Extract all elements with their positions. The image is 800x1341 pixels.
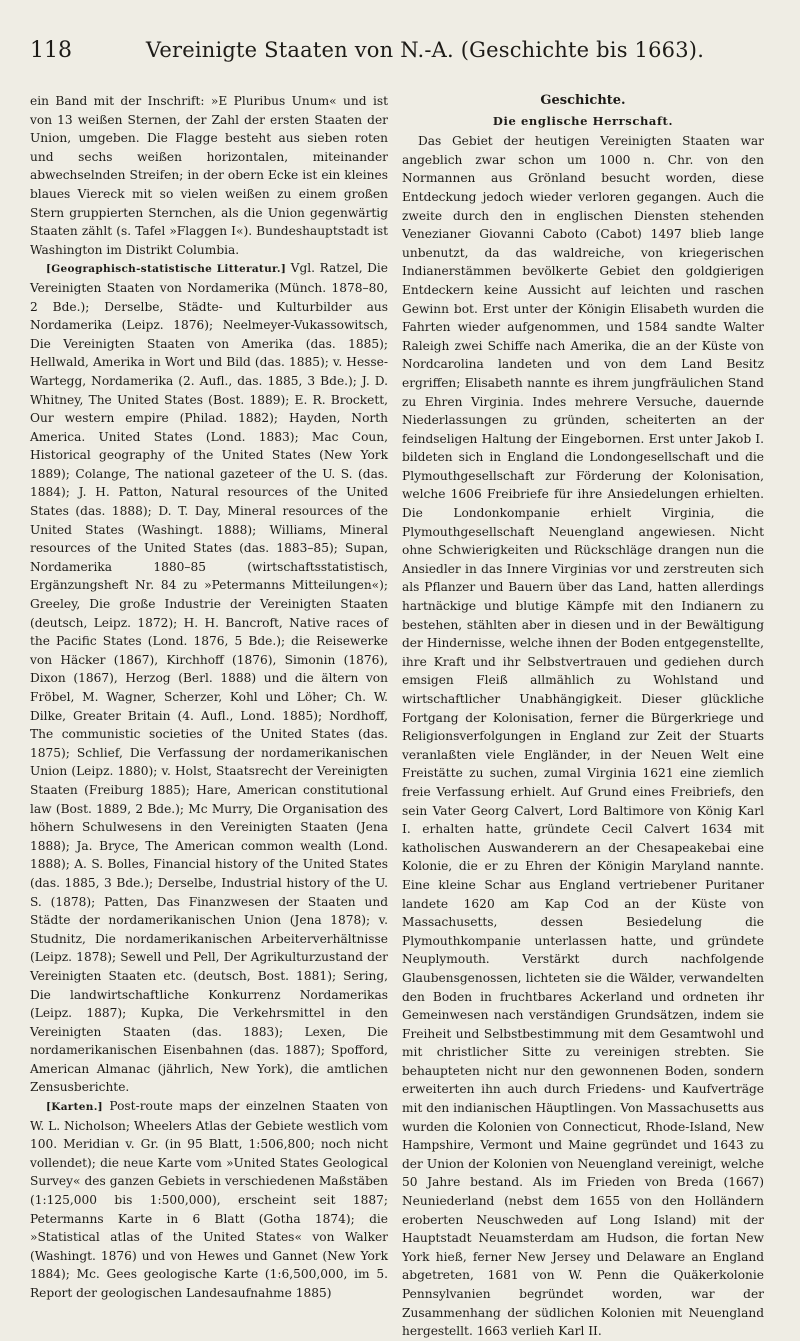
maps-tag: [Karten.] xyxy=(46,1101,103,1114)
right-column xyxy=(402,92,764,1341)
history-paragraph: Das Gebiet der heutigen Vereinigten Staaten war angeblich zwar schon um 1000 n. Chr. von den Normannen aus Grönland besucht worden, diese Entdeckung jedoch wieder verloren gegangen. Auch die zweite durch den in englischen Diensten stehenden Venezianer Giovanni Caboto (Cabot) 1497 blieb lange unbenutzt, da das waldreiche, von kriegerischen Indianerstämmen bevölkerte Gebiet den goldgierigen Entdeckern keine Aussicht auf leichten und raschen Gewinn bot. Erst unter der Königin Elisabeth wurden die Fahrten wieder aufgenommen, und 1584 sandte Walter Raleigh zwei Schiffe nach Amerika, die an der Küste von Nordcarolina landeten und von dem Land Besitz ergriffen; Elisabeth nannte es ihrem jungfräulichen Stand zu Ehren Virginia. Indes mehrere Versuche, dauernde Niederlassungen zu gründen, scheiterten an der feindseligen Haltung der Eingebornen. Erst unter Jakob I. bildeten sich in England die Londongesellschaft und die Plymouthgesellschaft zur Förderung der Kolonisation, welche 1606 Freibriefe für ihre Ansiedelungen erhielten. Die Londonkompanie erhielt Virginia, die Plymouthgesellschaft Neuengland angewiesen. Nicht ohne Schwierigkeiten und Rückschläge drangen nun die Ansiedler in das Innere Virginias vor und zerstreuten sich als Pflanzer und Bauern über das Land, hatten allerdings hartnäckige und blutige Kämpfe mit den Indianern zu bestehen, stählten aber in diesen und in der Bewältigung der Hindernisse, welche ihnen der Boden entgegenstellte, ihre Kraft und ihr Selbstvertrauen und gediehen durch emsigen Fleiß allmählich zu Wohlstand und wirtschaftlicher Unabhängigkeit. Dieser glückliche Fortgang der Kolonisation, ferner die Bürgerkriege und Religionsverfolgungen in England zur Zeit der Stuarts veranlaßten viele Engländer, in der Neuen Welt eine Freistätte zu suchen, zumal Virginia 1621 eine ziemlich freie Verfassung erhielt. Auf Grund eines Freibriefs, den sein Vater Georg Calvert, Lord Baltimore von König Karl I. erhalten hatte, gründete Cecil Calvert 1634 mit katholischen Auswanderern an der Chesapeakebai eine Kolonie, die er zu Ehren der Königin Maryland nannte. Eine kleine Schar aus England vertriebener Puritaner landete 1620 am Kap Cod an der Küste von Massachusetts, dessen Besiedelung die Plymouthkompanie unterlassen hatte, und gründete Neuplymouth. Verstärkt durch nachfolgende Glaubensgenossen, lichteten sie die Wälder, verwandelten den Boden in fruchtbares Ackerland und ordneten ihr Gemeinwesen nach verständigen Grundsätzen, indem sie Freiheit und Selbstbestimmung mit dem Gesamtwohl und mit christlicher Sitte zu vereinigen strebten. Sie behaupteten nicht nur den gewonnenen Boden, sondern erweiterten ihn auch durch Friedens- und Kaufverträge mit den indianischen Häuptlingen. Von Massachusetts aus wurden die Kolonien von Connecticut, Rhode-Island, New Hampshire, Vermont und Maine gegründet und 1643 zu der Union der Kolonien von Neuengland vereinigt, welche 50 Jahre bestand. Als im Frieden von Breda (1667) Neuniederland (nebst dem 1655 von den Holländern eroberten Neuschweden auf Long Island) mit der Hauptstadt Neuamsterdam am Hudson, die fortan New York hieß, ferner New Jersey und Delaware an England abgetreten, 1681 von W. Penn die Quäkerkolonie Pennsylvanien begründet worden, war der Zusammenhang der südlichen Kolonien mit Neuengland hergestellt. 1663 verlieh Karl II. xyxy=(402,134,764,1339)
left-column xyxy=(30,92,388,1303)
literature-paragraph xyxy=(30,259,388,1097)
section-title: Geschichte. xyxy=(540,93,626,108)
maps-paragraph xyxy=(30,1097,388,1303)
running-title: Vereinigte Staaten von N.-A. (Geschichte bis 1663). xyxy=(145,38,705,62)
page-number: 118 xyxy=(30,38,72,63)
literature-tag: [Geographisch-statistische Litteratur.] xyxy=(46,263,287,276)
page-header xyxy=(30,38,760,78)
maps-text: Post-route maps der einzelnen Staaten von W. L. Nicholson; Wheelers Atlas der Gebiete westlich vom 100. Meridian v. Gr. (in 95 Blatt, 1:506,800; noch nicht vollendet); die neue Karte vom »United States Geological Survey« des ganzen Gebiets in verschiedenen Maßstäben (1:125,000 bis 1:500,000), erscheint seit 1887; Petermanns Karte in 6 Blatt (Gotha 1874); die »Statistical atlas of the United States« von Walker (Washingt. 1876) und von Hewes und Gannet (New York 1884); Mc. Gees geologische Karte (1:6,500,000, im 5. Report der geologischen Landesaufnahme 1885) xyxy=(30,1099,388,1300)
flag-description-paragraph: ein Band mit der Inschrift: »E Pluribus Unum« und ist von 13 weißen Sternen, der Zahl der ersten Staaten der Union, umgeben. Die Flagge besteht aus sieben roten und sechs weißen horizontalen, miteinander abwechselnden Streifen; in der obern Ecke ist ein kleines blaues Viereck mit so vielen weißen zu einem großen Stern gruppierten Sternchen, als die Union gegenwärtig Staaten zählt (s. Tafel »Flaggen I«). Bundeshauptstadt ist Washington im Distrikt Columbia. xyxy=(30,94,388,257)
subsection-title: Die englische Herrschaft. xyxy=(492,113,674,128)
literature-text: Vgl. Ratzel, Die Vereinigten Staaten von Nordamerika (Münch. 1878–80, 2 Bde.); Derselbe, Städte- und Kulturbilder aus Nordamerika (Leipz. 1876); Neelmeyer-Vukassowitsch, Die Vereinigten Staaten von Amerika (das. 1885); Hellwald, Amerika in Wort und Bild (das. 1885); v. Hesse-Wartegg, Nordamerika (2. Aufl., das. 1885, 3 Bde.); J. D. Whitney, The United States (Bost. 1889); E. R. Brockett, Our western empire (Philad. 1882); Hayden, North America. United States (Lond. 1883); Mac Coun, Historical geography of the United States (New York 1889); Colange, The national gazeteer of the U. S. (das. 1884); J. H. Patton, Natural resources of the United States (das. 1888); D. T. Day, Mineral resources of the United States (Washingt. 1888); Williams, Mineral resources of the United States (das. 1883–85); Supan, Nordamerika 1880–85 (wirtschaftsstatistisch, Ergänzungsheft Nr. 84 zu »Petermanns Mitteilungen«); Greeley, Die große Industrie der Vereinigten Staaten (deutsch, Leipz. 1872); H. H. Bancroft, Native races of the Pacific States (Lond. 1876, 5 Bde.); die Reisewerke von Häcker (1867), Kirchhoff (1876), Simonin (1876), Dixon (1867), Herzog (Berl. 1888) und die ältern von Fröbel, M. Wagner, Scherzer, Kohl und Löher; Ch. W. Dilke, Greater Britain (4. Aufl., Lond. 1885); Nordhoff, The communistic societies of the United States (das. 1875); Schlief, Die Verfassung der nordamerikanischen Union (Leipz. 1880); v. Holst, Staatsrecht der Vereinigten Staaten (Freiburg 1885); Hare, American constitutional law (Bost. 1889, 2 Bde.); Mc Murry, Die Organisation des höhern Schulwesens in den Vereinigten Staaten (Jena 1888); Ja. Bryce, The American common wealth (Lond. 1888); A. S. Bolles, Financial history of the United States (das. 1885, 3 Bde.); Derselbe, Industrial history of the U. S. (1878); Patten, Das Finanzwesen der Staaten und Städte der nordamerikanischen Union (Jena 1878); v. Studnitz, Die nordamerikanischen Arbeiterverhältnisse (Leipz. 1878); Sewell und Pell, Der Agrikulturzustand der Vereinigten Staaten etc. (deutsch, Bost. 1881); Sering, Die landwirtschaftliche Konkurrenz Nordamerikas (Leipz. 1887); Kupka, Die Verkehrsmittel in den Vereinigten Staaten (das. 1883); Lexen, Die nordamerikanischen Eisenbahnen (das. 1887); Spofford, American Almanac (jährlich, New York), die amtlichen Zensusberichte. xyxy=(30,261,389,1095)
